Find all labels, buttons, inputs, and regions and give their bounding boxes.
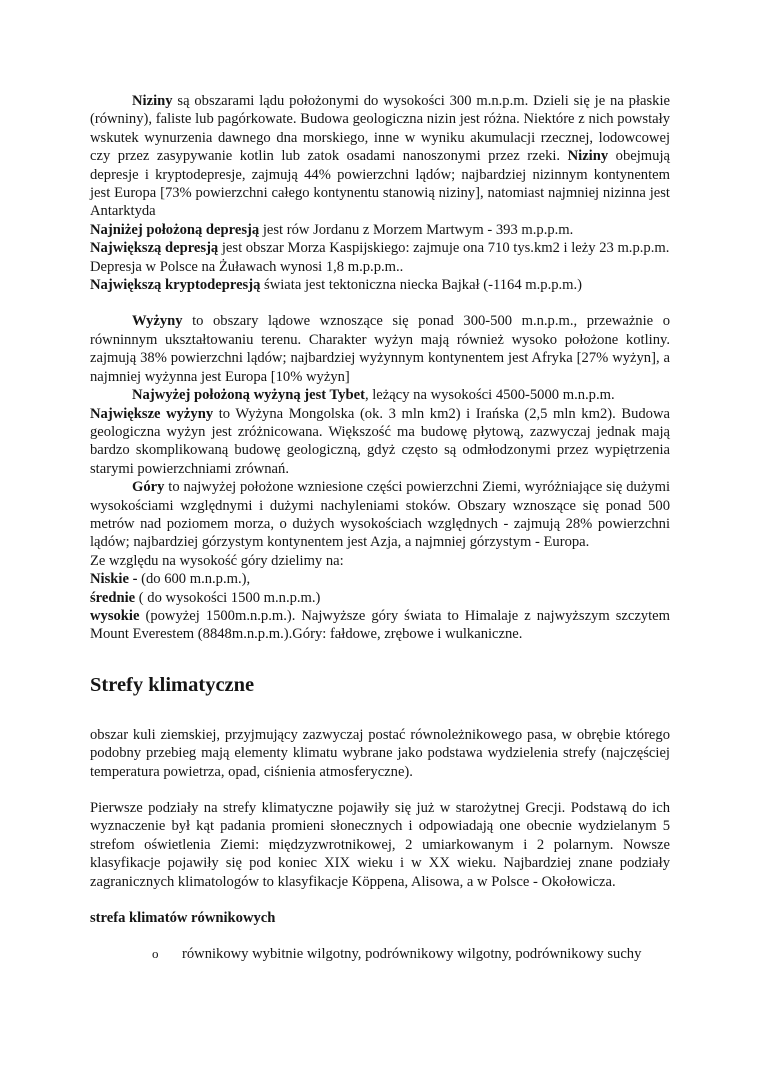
spacer <box>90 891 670 909</box>
wyzyny-term: Wyżyny <box>132 313 183 330</box>
spacer <box>90 698 670 726</box>
mountain-division-intro: Ze względu na wysokość góry dzielimy na: <box>90 552 344 569</box>
list-item <box>90 945 670 963</box>
tybet-line: Najwyżej położoną wyżyną jest Tybet, leżący na wysokości 4500-5000 m.n.p.m. <box>132 387 615 404</box>
climate-history-paragraph: Pierwsze podziały na strefy klimatyczne pojawiły się już w starożytnej Grecji. Podstawą do ich wyznaczenie był kąt padania promieni słonecznych i odpowiadają one obecnie wydzielanym 5 strefom oświetlenia Ziemi: międzyzwrotnikowej, 2 umiarkowanym i 2 polarnym. Nowsze klasyfikacje pojawiły się pod koniec XIX wieku i w XX wieku. Najbardziej znane podziały zagranicznych klimatologów to klasyfikacje Köppena, Alisowa, a w Polsce - Okołowicza. <box>90 800 670 890</box>
largest-uplands-paragraph: Największe wyżyny to Wyżyna Mongolska (ok. 3 mln km2) i Irańska (2,5 mln km2). Budowa geologiczna wyżyn jest zróżnicowana. Większość ma budowę płytową, zazwyczaj jednak mają bardzo skomplikowaną budowę geologiczną, gdyż często są odmłodzonymi przez wypiętrzenia starymi powierzchniami zrównań. <box>90 405 670 477</box>
largest-depression-line: Największą depresją jest obszar Morza Kaspijskiego: zajmuje ona 710 tys.km2 i leży 23 m.p.p.m. <box>90 240 670 257</box>
medium-mountains-line: średnie ( do wysokości 1500 m.n.p.m.) <box>90 589 321 606</box>
document-page <box>90 92 670 964</box>
spacer <box>90 781 670 799</box>
low-mountains-line: Niskie - (do 600 m.n.p.m.), <box>90 571 251 588</box>
high-mountains-paragraph: wysokie (powyżej 1500m.n.p.m.). Najwyższe góry świata to Himalaje z najwyższym szczytem Mount Everestem (8848m.n.p.m.).Góry: fałdowe, zrębowe i wulkaniczne. <box>90 607 670 643</box>
largest-cryptodepression-line: Największą kryptodepresją świata jest tektoniczna niecka Bajkał (-1164 m.p.p.m.) <box>90 277 583 294</box>
climate-zone-definition: obszar kuli ziemskiej, przyjmujący zazwyczaj postać równoleżnikowego pasa, w obrębie którego podobny przebieg mają elementy klimatu wybrane jako podstawa wydzielenia strefy (najczęściej temperatura powietrza, opad, ciśnienia atmosferyczne). <box>90 726 670 780</box>
wyzyny-paragraph: Wyżyny to obszary lądowe wznoszące się ponad 300-500 m.n.p.m., przeważnie o równinnym ukształtowaniu terenu. Charakter wyżyn mają również wysoko położone kotliny. zajmują 38% powierzchni lądów; najbardziej wyżynnym kontynentem jest Afryka [27% wyżyn], a najmniej wyżynna jest Europa [10% wyżyn] <box>90 313 670 385</box>
poland-depression-line: Depresja w Polsce na Żuławach wynosi 1,8 m.p.p.m.. <box>90 258 404 275</box>
spacer <box>90 294 670 312</box>
gory-paragraph: Góry to najwyżej położone wzniesione części powierzchni Ziemi, wyróżniające się dużymi wysokościami względnymi i dużymi nachyleniami stoków. Obszary wznoszące się ponad 500 metrów nad poziomem morza, o dużych wysokościach względnych - zajmują 28% powierzchni lądów; najbardziej górzystym kontynentem jest Azja, a najmniej górzystym - Europa. <box>90 479 670 551</box>
list-item-text: równikowy wybitnie wilgotny, podrównikowy wilgotny, podrównikowy suchy <box>182 946 642 963</box>
niziny-term-2: Niziny <box>567 148 609 165</box>
gory-term: Góry <box>132 479 165 496</box>
bullet-circle-icon: o <box>152 946 159 962</box>
spacer <box>90 644 670 672</box>
section-heading: Strefy klimatyczne <box>90 673 255 696</box>
niziny-term: Niziny <box>132 93 173 109</box>
niziny-paragraph: Niziny są obszarami lądu położonymi do wysokości 300 m.n.p.m. Dzieli się je na płaskie (równiny), faliste lub pagórkowate. Budowa geologiczna nizin jest różna. Niektóre z nich powstały wskutek wynurzenia dawnego dna morskiego, inne w wyniku akumulacji rzecznej, lodowcowej czy przez zasypywanie kotlin lub zatok osadami nanoszonymi przez rzeki. Niziny obejmują depresje i kryptodepresje, zajmują 44% powierzchni lądów; najbardziej nizinnym kontynentem jest Europa [73% powierzchni całego kontynentu stanowią niziny], natomiast najmniej nizinna jest Antarktyda <box>90 93 670 220</box>
lowest-depression-line: Najniżej położoną depresją jest rów Jordanu z Morzem Martwym - 393 m.p.p.m. <box>90 221 574 238</box>
spacer <box>90 927 670 945</box>
climate-types-list <box>90 945 670 963</box>
equatorial-zone-subheading: strefa klimatów równikowych <box>90 910 276 927</box>
